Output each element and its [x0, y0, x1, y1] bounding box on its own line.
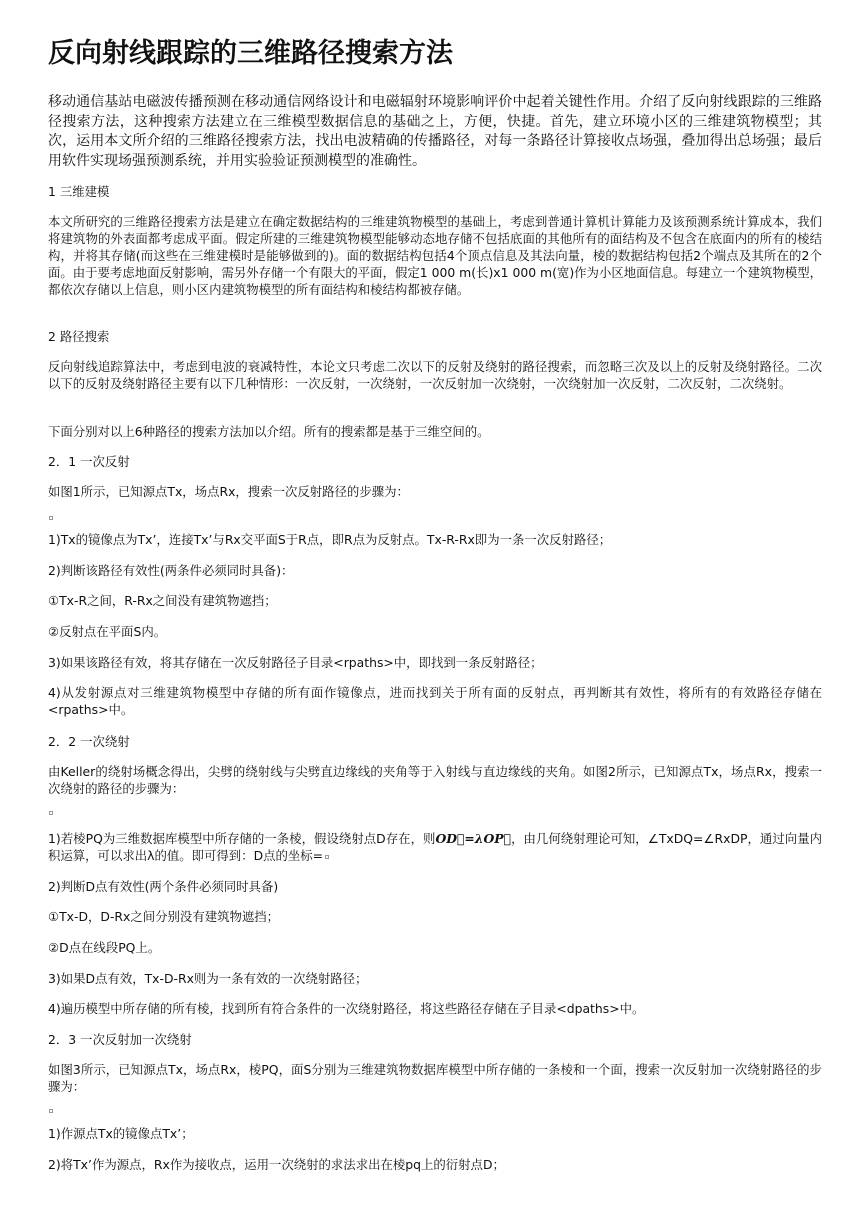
section-2-1-step-2: 2)判断该路径有效性(两条件必须同时具备)： [48, 563, 294, 578]
section-2-heading: 2 路径搜索 [48, 329, 110, 344]
section-2-2-heading: 2．2 一次绕射 [48, 734, 130, 749]
section-2-1-heading: 2．1 一次反射 [48, 454, 130, 469]
section-2-2-step-2: 2)判断D点有效性(两个条件必须同时具备) [48, 879, 279, 894]
section-2-1-step-1: 1)Tx的镜像点为Tx’，连接Tx’与Rx交平面S于R点，即R点为反射点。Tx-R-Rx即为一条一次反射路径； [48, 532, 612, 547]
abstract-paragraph: 移动通信基站电磁波传播预测在移动通信网络设计和电磁辐射环境影响评价中起着关键性作用。介绍了反向射线跟踪的三维路径搜索方法，这种搜索方法建立在三维模型数据信息的基础之上，方便，快捷。首先，建立环境小区的三维建筑物模型；其次，运用本文所介绍的三维路径搜索方法，找出电波精确的传播路径，对每一条路径计算接收点场强，叠加得出总场强；最后用软件实现场强预测系统，并用实验验证预测模型的准确性。 [48, 94, 822, 169]
section-2-2-step-3: 3)如果D点有效，Tx-D-Rx则为一条有效的一次绕射路径； [48, 971, 368, 986]
section-2-2-condition-2: ②D点在线段PQ上。 [48, 940, 161, 955]
section-2-1-intro: 如图1所示，已知源点Tx，场点Rx，搜索一次反射路径的步骤为： [48, 484, 409, 499]
section-2-1-condition-1: ①Tx-R之间，R-Rx之间没有建筑物遮挡； [48, 593, 277, 608]
section-2-2-step-4: 4)遍历模型中所存储的所有棱，找到所有符合条件的一次绕射路径，将这些路径存储在子目录<dpaths>中。 [48, 1001, 645, 1016]
section-2-1-step-4: 4)从发射源点对三维建筑物模型中存储的所有面作镜像点，进而找到关于所有面的反射点，再判断其有效性，将所有的有效路径存储在<rpaths>中。 [48, 685, 822, 717]
section-2-3-heading: 2．3 一次反射加一次绕射 [48, 1032, 192, 1047]
coordinate-formula-image-icon [325, 855, 329, 859]
page-title: 反向射线跟踪的三维路径搜索方法 [48, 38, 453, 69]
section-2-2-step-1 [48, 830, 822, 864]
section-2-paragraph-2: 下面分别对以上6种路径的搜索方法加以介绍。所有的搜索都是基于三维空间的。 [48, 424, 490, 439]
figure-2-placeholder-icon [49, 811, 53, 815]
section-1-heading: 1 三维建模 [48, 184, 110, 199]
section-2-3-step-1: 1)作源点Tx的镜像点Tx’； [48, 1126, 194, 1141]
section-2-3-intro: 如图3所示，已知源点Tx，场点Rx，棱PQ，面S分别为三维建筑物数据库模型中所存储的一条棱和一个面，搜索一次反射加一次绕射路径的步骤为： [48, 1062, 822, 1094]
section-2-1-condition-2: ②反射点在平面S内。 [48, 624, 167, 639]
section-2-3-step-2: 2)将Tx’作为源点，Rx作为接收点，运用一次绕射的求法求出在棱pq上的衍射点D； [48, 1157, 505, 1172]
step-1-text-start: 1)若棱PQ为三维数据库模型中所存储的一条棱，假设绕射点D存在，则 [48, 831, 436, 846]
vector-formula: OD⃗=λOP⃗ [435, 831, 512, 846]
figure-3-placeholder-icon [49, 1109, 53, 1113]
step-1-text-end: ，由几何绕射理论可知，∠TxDQ=∠RxDP，通过向量内积运算，可以求出λ的值。即可得到：D点的坐标= [48, 831, 823, 863]
section-2-paragraph-1: 反向射线追踪算法中，考虑到电波的衰减特性，本论文只考虑二次以下的反射及绕射的路径搜索，而忽略三次及以上的反射及绕射路径。二次以下的反射及绕射路径主要有以下几种情形：一次反射，一次绕射，一次反射加一次绕射，一次绕射加一次反射，二次反射，二次绕射。 [48, 359, 822, 391]
section-2-2-condition-1: ①Tx-D，D-Rx之间分别没有建筑物遮挡； [48, 909, 280, 924]
section-2-1-step-3: 3)如果该路径有效，将其存储在一次反射路径子目录<rpaths>中，即找到一条反射路径； [48, 655, 543, 670]
section-1-paragraph: 本文所研究的三维路径搜索方法是建立在确定数据结构的三维建筑物模型的基础上，考虑到普通计算机计算能力及该预测系统计算成本，我们将建筑物的外表面都考虑成平面。假定所建的三维建筑物模型能够动态地存储不包括底面的其他所有的面结构及不包含在底面内的所有的棱结构，并将其存储(而这些在三维建模时是能够做到的)。面的数据结构包括4个顶点信息及其法向量，棱的数据结构包括2个端点及其所在的2个面。由于要考虑地面反射影响，需另外存储一个有限大的平面，假定1 000 m(长)x1 000 m(宽)作为小区地面信息。每建立一个建筑物模型，都依次存储以上信息，则小区内建筑物模型的所有面结构和棱结构都被存储。 [48, 214, 822, 297]
figure-1-placeholder-icon [49, 516, 53, 520]
section-2-2-intro: 由Keller的绕射场概念得出，尖劈的绕射线与尖劈直边缘线的夹角等于入射线与直边缘线的夹角。如图2所示，已知源点Tx，场点Rx，搜索一次绕射的路径的步骤为： [48, 764, 822, 796]
